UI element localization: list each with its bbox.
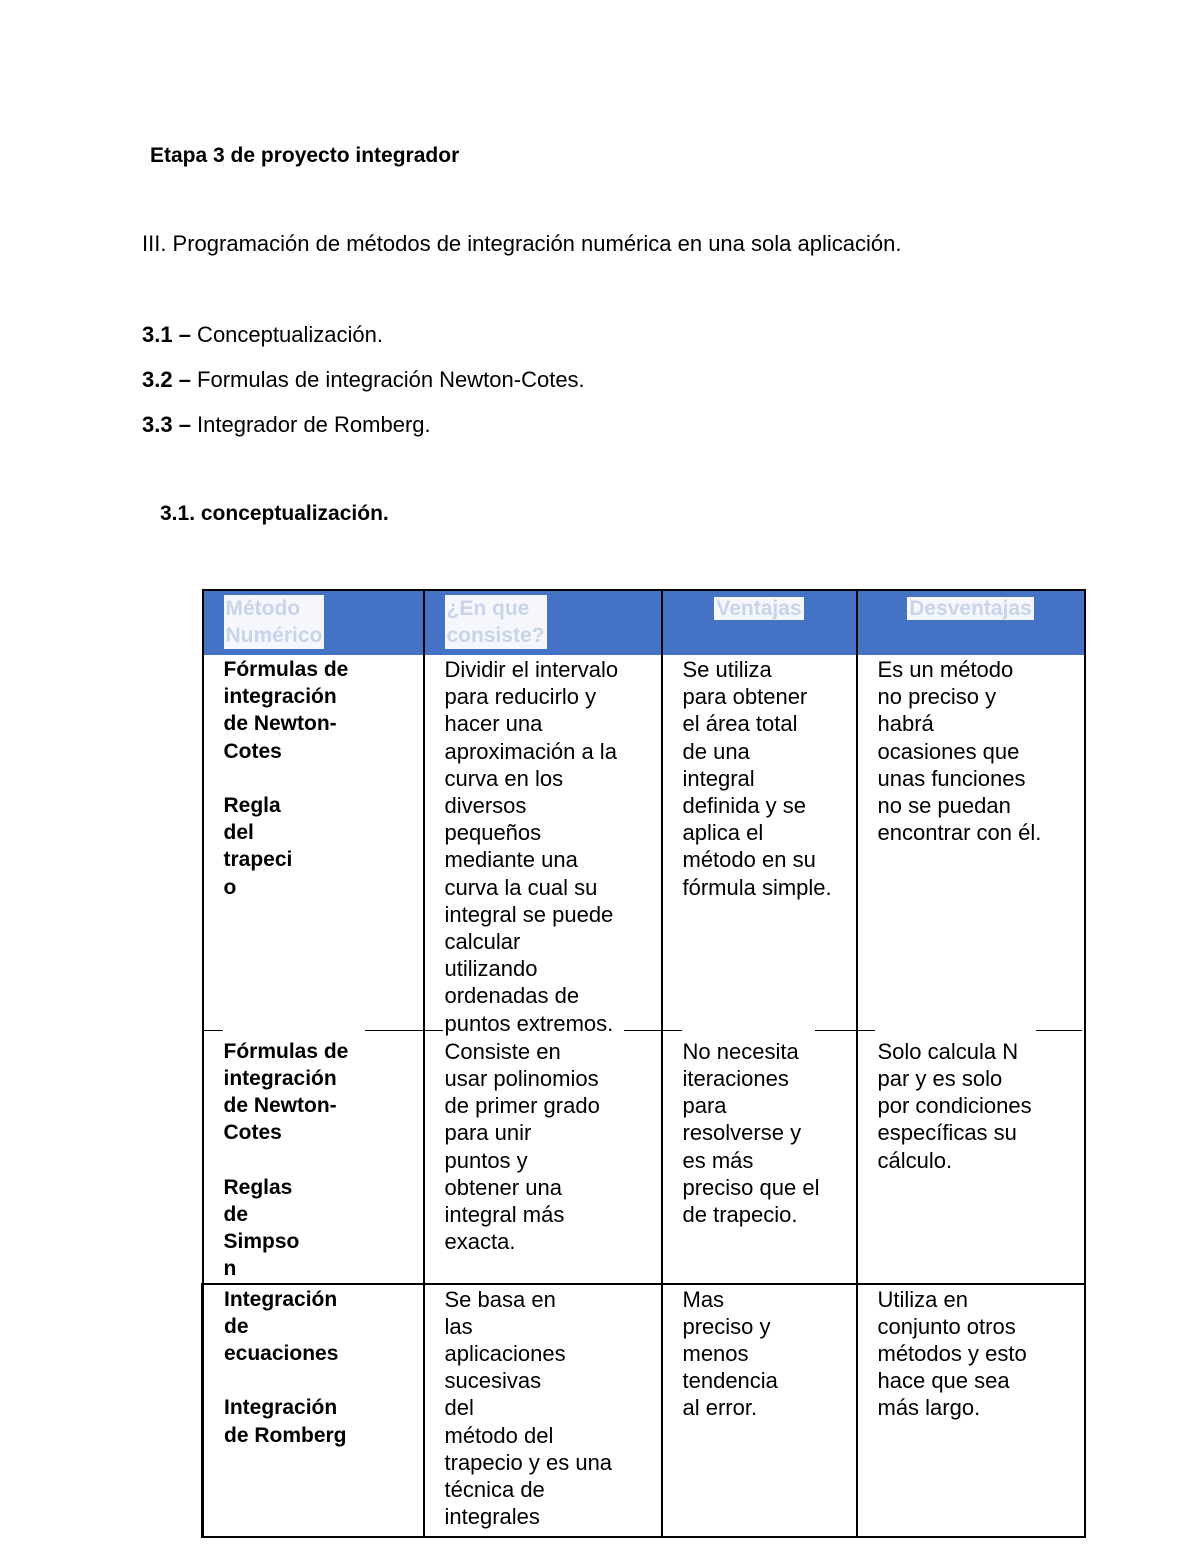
cell-consist: Consiste en usar polinomios de primer grado para unir puntos y obtener una integral más exacta.	[424, 1037, 662, 1284]
row-divider-segment	[815, 1030, 875, 1031]
header-consist	[424, 590, 662, 655]
table-header-row	[203, 590, 1085, 655]
cell-disadvantages: Utiliza en conjunto otros métodos y esto hace que sea más largo.	[857, 1284, 1085, 1537]
header-method	[203, 590, 424, 655]
table-row	[203, 1284, 1085, 1537]
header-disadvantages-text: Desventajas	[909, 597, 1032, 620]
cell-consist: Dividir el intervalo para reducirlo y hacer una aproximación a la curva en los diversos pequeños mediante una curva la cual su integral se puede calcular utilizando ordenadas de puntos extremos.	[424, 655, 662, 1037]
cell-advantages: Mas preciso y menos tendencia al error.	[662, 1284, 857, 1537]
row-divider-segment	[1036, 1030, 1082, 1031]
cell-consist: Se basa en las aplicaciones sucesivas del método del trapecio y es una técnica de integrales	[424, 1284, 662, 1537]
header-method-text: Método Numérico	[225, 597, 323, 647]
outline-number: 3.1 –	[142, 322, 191, 347]
cell-method: Integración de ecuaciones Integración de Romberg	[203, 1284, 424, 1537]
outline-number: 3.3 –	[142, 412, 191, 437]
outline-item-3-2	[142, 369, 585, 391]
outline-number: 3.2 –	[142, 367, 191, 392]
methods-table	[201, 589, 1086, 1538]
outline-text: Formulas de integración Newton-Cotes.	[190, 367, 585, 392]
document-subtitle: III. Programación de métodos de integración numérica en una sola aplicación.	[142, 231, 902, 256]
header-consist-text: ¿En que consiste?	[446, 597, 545, 647]
cell-advantages: No necesita iteraciones para resolverse y es más preciso que el de trapecio.	[662, 1037, 857, 1284]
header-advantages	[662, 590, 857, 655]
cell-method: Fórmulas de integración de Newton- Cotes Regla del trapeci o	[203, 655, 424, 1037]
cell-disadvantages: Es un método no preciso y habrá ocasiones que unas funciones no se puedan encontrar con él.	[857, 655, 1085, 1037]
section-heading: 3.1. conceptualización.	[160, 502, 389, 525]
cell-advantages: Se utiliza para obtener el área total de una integral definida y se aplica el método en su fórmula simple.	[662, 655, 857, 1037]
cell-disadvantages: Solo calcula N par y es solo por condiciones específicas su cálculo.	[857, 1037, 1085, 1284]
table-row	[203, 1037, 1085, 1284]
outline-text: Integrador de Romberg.	[190, 412, 431, 437]
document-title: Etapa 3 de proyecto integrador	[150, 144, 460, 167]
header-disadvantages	[857, 590, 1085, 655]
header-advantages-text: Ventajas	[716, 597, 802, 620]
row-divider-segment	[624, 1030, 682, 1031]
table-row	[203, 655, 1085, 1037]
outline-item-3-3	[142, 414, 431, 436]
row-divider-segment	[365, 1030, 443, 1031]
cell-method: Fórmulas de integración de Newton- Cotes Reglas de Simpso n	[203, 1037, 424, 1284]
row-divider-segment	[203, 1030, 223, 1031]
outline-text: Conceptualización.	[190, 322, 383, 347]
outline-item-3-1	[142, 324, 383, 346]
